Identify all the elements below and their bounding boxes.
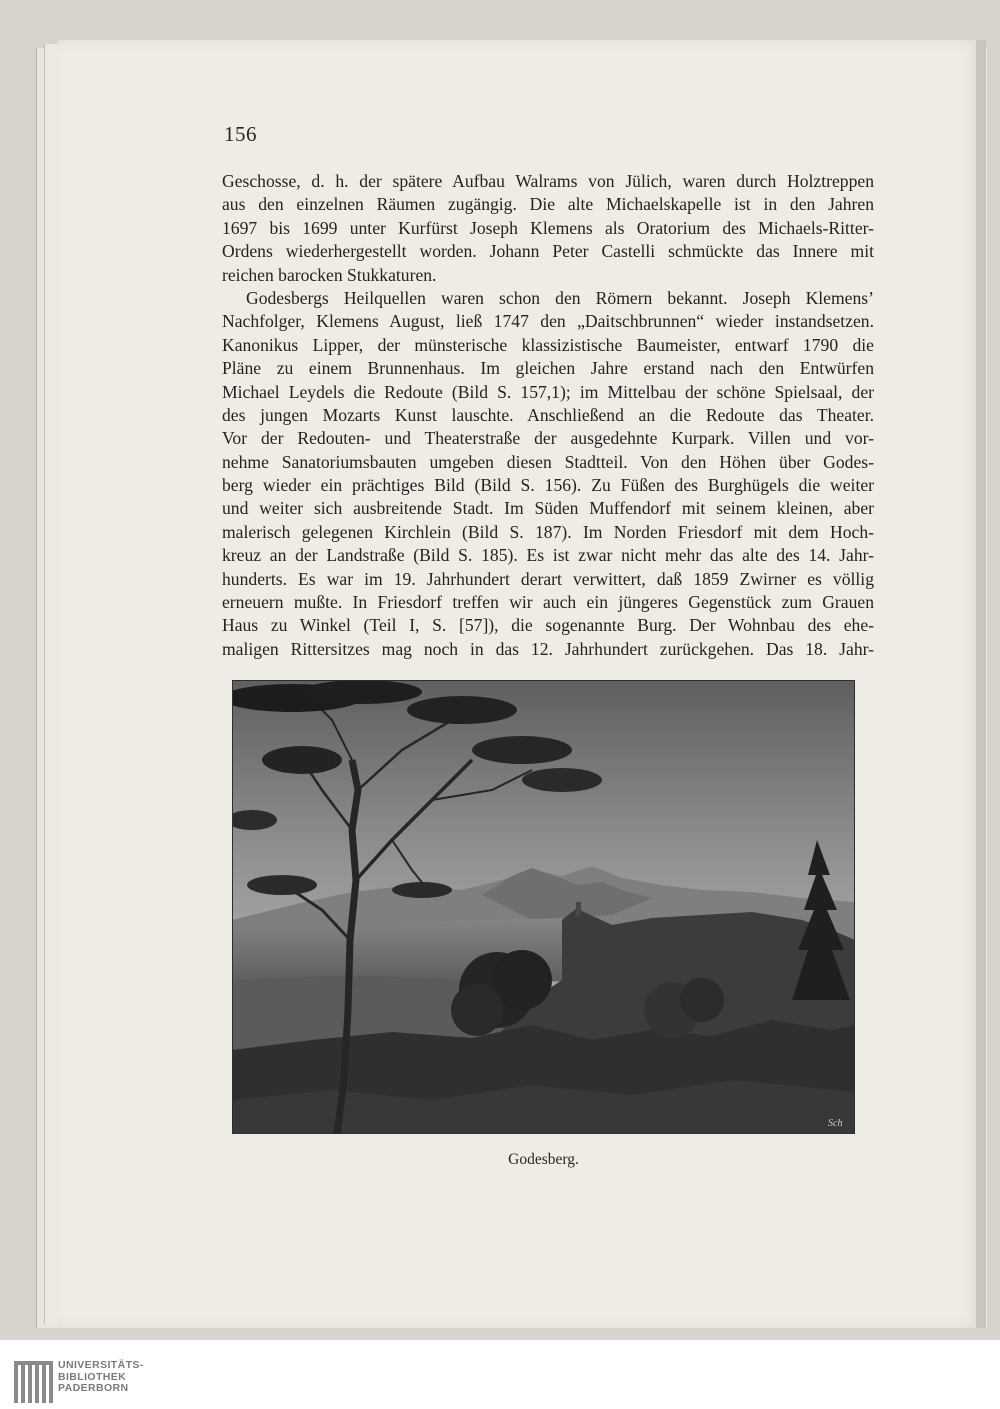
library-line: PADERBORN: [58, 1382, 129, 1394]
text-line: Haus zu Winkel (Teil I, S. [57]), die sogenannte Burg. Der Wohnbau des ehe-: [222, 615, 874, 636]
text-line: hunderts. Es war im 19. Jahrhundert derart verwittert, daß 1859 Zwirner es völlig: [222, 568, 874, 589]
library-logo-icon: [14, 1361, 58, 1403]
text-line: maligen Rittersitzes mag noch in das 12. Jahrhundert zurückgehen. Das 18. Jahr-: [222, 638, 874, 659]
page-number: 156: [224, 122, 257, 146]
text-line: 1697 bis 1699 unter Kurfürst Joseph Klemens als Oratorium des Michaels-Ritter-: [222, 217, 874, 238]
text-line: Nachfolger, Klemens August, ließ 1747 den „Daitschbrunnen“ wieder instandsetzen.: [222, 311, 874, 332]
text-line: des jungen Mozarts Kunst lauschte. Anschließend an die Redoute das Theater.: [222, 404, 874, 425]
text-line: berg wieder ein prächtiges Bild (Bild S. 156). Zu Füßen des Burghügels die weiter: [222, 475, 874, 496]
page-edge: [976, 40, 986, 1328]
figure-caption: Godesberg.: [508, 1151, 579, 1168]
text-line: und weiter sich ausbreitende Stadt. Im Süden Muffendorf mit seinem kleinen, aber: [222, 498, 874, 519]
text-line: aus den einzelnen Räumen zugängig. Die alte Michaelskapelle ist in den Jahren: [222, 194, 874, 215]
library-footer: [0, 1340, 1000, 1409]
text-line: Michael Leydels die Redoute (Bild S. 157,1); im Mittelbau der schöne Spielsaal, der: [222, 381, 874, 402]
text-line: Godesbergs Heilquellen waren schon den Römern bekannt. Joseph Klemens’: [246, 287, 874, 308]
text-line: Vor der Redouten- und Theaterstraße der ausgedehnte Kurpark. Villen und vor-: [222, 428, 874, 449]
text-line: erneuern mußte. In Friesdorf treffen wir auch ein jüngeres Gegenstück zum Grauen: [222, 592, 874, 613]
body-text: [222, 170, 874, 661]
landscape-photo: [232, 680, 855, 1134]
library-line: BIBLIOTHEK: [58, 1370, 127, 1383]
photo-signature: Sch: [828, 1118, 843, 1129]
text-line: nehme Sanatoriumsbauten umgeben diesen Stadtteil. Von den Höhen über Godes-: [222, 451, 874, 472]
text-line: Geschosse, d. h. der spätere Aufbau Walrams von Jülich, waren durch Holztreppen: [222, 171, 874, 191]
text-line: Kanonikus Lipper, der münsterische klassizistische Baumeister, entwarf 1790 die: [222, 334, 874, 355]
library-name: [58, 1360, 144, 1395]
text-line: Pläne zu einem Brunnenhaus. Im gleichen Jahre erstand nach den Entwürfen: [222, 358, 874, 379]
text-line: Ordens wiederhergestellt worden. Johann Peter Castelli schmückte das Innere mit: [222, 241, 874, 262]
text-line: malerisch gelegenen Kirchlein (Bild S. 187). Im Norden Friesdorf mit dem Hoch-: [222, 521, 874, 542]
text-line: kreuz an der Landstraße (Bild S. 185). Es ist zwar nicht mehr das alte des 14. Jahr-: [222, 545, 874, 566]
text-line: reichen barocken Stukkaturen.: [222, 264, 437, 285]
library-line: UNIVERSITÄTS-: [58, 1359, 144, 1371]
